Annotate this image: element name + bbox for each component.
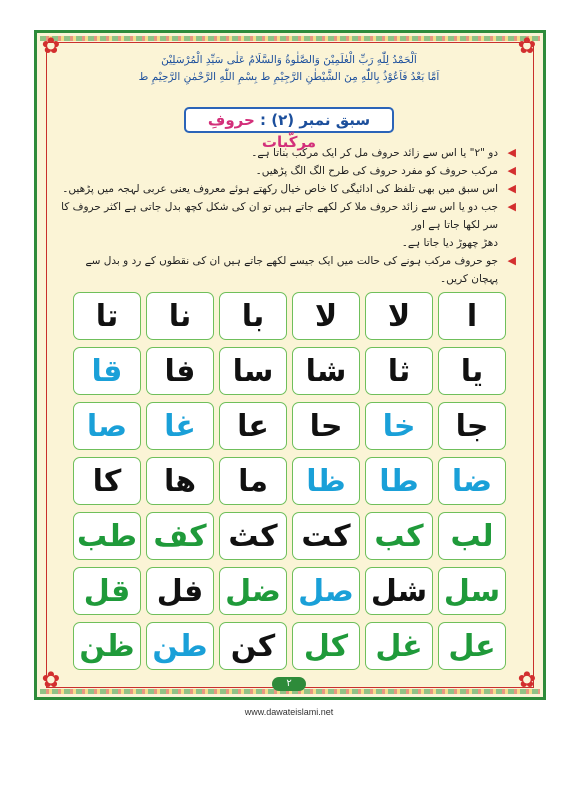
invocation-line-1: اَلْحَمْدُ لِلّٰهِ رَبِّ الْعٰلَمِیْنَ وَالصَّلٰوةُ وَالسَّلَامُ عَلٰی سَیِّدِ الْمُرْسَلِیْنَ bbox=[161, 54, 417, 66]
letter-cell: عل bbox=[438, 622, 506, 670]
letter-cell: کن bbox=[219, 622, 287, 670]
letter-cell: کل bbox=[292, 622, 360, 670]
letter-cell: عا bbox=[219, 402, 287, 450]
letter-cell: ضا bbox=[438, 457, 506, 505]
letter-cell: فا bbox=[146, 347, 214, 395]
letter-cell: کف bbox=[146, 512, 214, 560]
note-item: ◀ دو "۲" یا اس سے زائد حروف مل کر ایک مرکب بناتا ہے۔ bbox=[251, 146, 516, 159]
title-separator: : bbox=[254, 111, 272, 129]
corner-ornament-top-left: ✿ bbox=[41, 34, 61, 59]
invocation-header bbox=[60, 52, 518, 86]
letter-cell: یا bbox=[438, 347, 506, 395]
letter-cell: شل bbox=[365, 567, 433, 615]
letter-cell: ما bbox=[219, 457, 287, 505]
letter-cell: طب bbox=[73, 512, 141, 560]
letter-cell: طن bbox=[146, 622, 214, 670]
letter-cell: ثا bbox=[365, 347, 433, 395]
invocation-line-2: اَمَّا بَعْدُ فَاَعُوْذُ بِاللّٰهِ مِنَ الشَّیْطٰنِ الرَّجِیْمِ ط بِسْمِ اللّٰهِ الرَّحْمٰنِ الرَّحِیْمِ ط bbox=[138, 71, 440, 83]
letter-cell: کت bbox=[292, 512, 360, 560]
page-number: ۲ bbox=[272, 677, 306, 691]
corner-ornament-top-right: ✿ bbox=[517, 34, 537, 59]
letter-grid bbox=[72, 292, 506, 670]
instruction-notes bbox=[60, 144, 516, 288]
letter-cell: لب bbox=[438, 512, 506, 560]
lesson-title bbox=[184, 107, 394, 151]
letter-cell: غا bbox=[146, 402, 214, 450]
letter-cell: ظن bbox=[73, 622, 141, 670]
corner-ornament-bottom-right: ✿ bbox=[517, 668, 537, 693]
letter-cell: ها bbox=[146, 457, 214, 505]
letter-cell: سا bbox=[219, 347, 287, 395]
letter-cell: لا bbox=[292, 292, 360, 340]
letter-cell: غل bbox=[365, 622, 433, 670]
corner-ornament-bottom-left: ✿ bbox=[41, 668, 61, 693]
letter-cell: با bbox=[219, 292, 287, 340]
letter-cell: جا bbox=[438, 402, 506, 450]
lesson-number: سبق نمبر (۲) bbox=[271, 111, 371, 129]
arrow-bullet-icon: ◀ bbox=[507, 146, 516, 159]
letter-cell: شا bbox=[292, 347, 360, 395]
letter-cell: حا bbox=[292, 402, 360, 450]
arrow-bullet-icon: ◀ bbox=[507, 200, 516, 213]
arrow-bullet-icon: ◀ bbox=[507, 182, 516, 195]
letter-cell: سل bbox=[438, 567, 506, 615]
letter-cell: صل bbox=[292, 567, 360, 615]
letter-cell: تا bbox=[73, 292, 141, 340]
letter-cell: صا bbox=[73, 402, 141, 450]
letter-cell: کب bbox=[365, 512, 433, 560]
note-item: ◀ اس سبق میں بھی تلفظ کی ادائیگی کا خاص خیال رکھتے ہوئے معروف یعنی عربی لہجہ میں پڑھیں۔ bbox=[62, 182, 516, 195]
letter-cell: کث bbox=[219, 512, 287, 560]
arrow-bullet-icon: ◀ bbox=[507, 164, 516, 177]
note-item: ◀ مرکب حروف کو مفرد حروف کی طرح الگ الگ پڑھیں۔ bbox=[255, 164, 516, 177]
letter-cell: لا bbox=[365, 292, 433, 340]
note-continuation: دھڑ چھوڑ دیا جاتا ہے۔ bbox=[401, 237, 498, 249]
letter-cell: ظا bbox=[292, 457, 360, 505]
top-floral-border bbox=[40, 36, 540, 41]
letter-cell: ضل bbox=[219, 567, 287, 615]
note-item: ◀ جو حروف مرکب ہونے کی حالت میں ایک جیسے لکھے جاتے ہیں ان کی نقطوں کے رد و بدل سے پہچان کریں۔ bbox=[85, 254, 516, 285]
letter-cell: طا bbox=[365, 457, 433, 505]
letter-cell: فل bbox=[146, 567, 214, 615]
letter-cell: نا bbox=[146, 292, 214, 340]
letter-cell: کا bbox=[73, 457, 141, 505]
letter-cell: قل bbox=[73, 567, 141, 615]
website-url: www.dawateislami.net bbox=[244, 707, 334, 717]
letter-cell: ا bbox=[438, 292, 506, 340]
letter-cell: خا bbox=[365, 402, 433, 450]
note-item: ◀ جب دو یا اس سے زائد حروف ملا کر لکھے جاتے ہیں تو ان کی شکل کچھ بدل جاتی ہے اکثر حروف کا سر لکھا جاتا ہے اور bbox=[61, 200, 516, 231]
lesson-topic: حروفِ مرکّبات bbox=[207, 111, 317, 151]
letter-cell: قا bbox=[73, 347, 141, 395]
arrow-bullet-icon: ◀ bbox=[507, 254, 516, 267]
